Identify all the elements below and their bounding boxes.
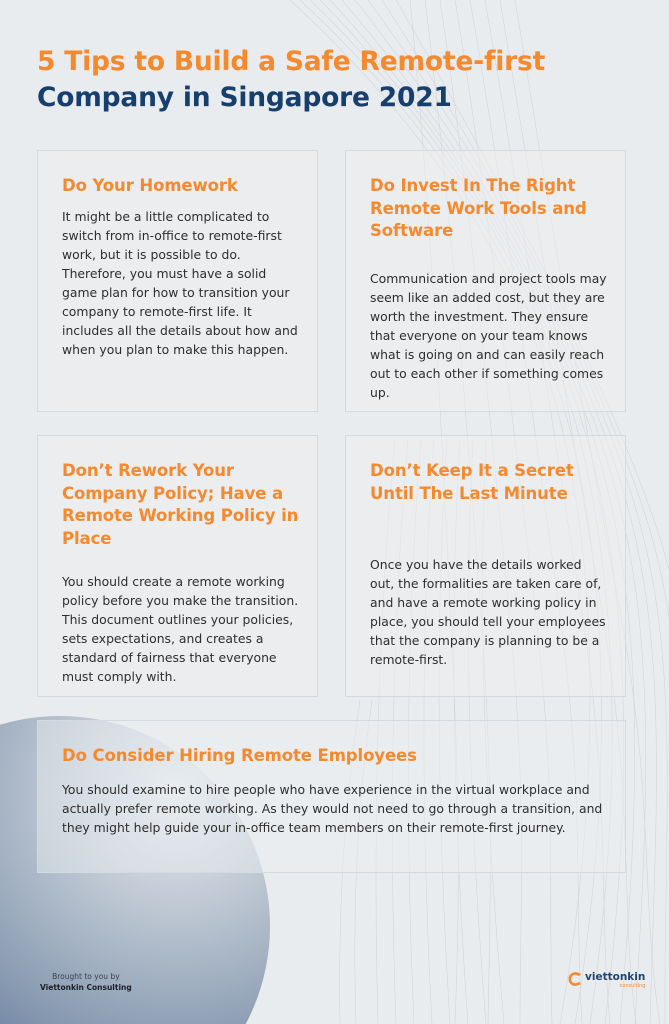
tip-heading: Do Invest In The Right Remote Work Tools and Software [370,176,587,240]
title-line-1: 5 Tips to Build a Safe Remote-first [37,46,546,77]
tip-body: It might be a little complicated to switch from in-office to remote-first work, but it is possible to do. Therefore, you must have a solid game plan for how to transition your company to remote-first life. It includes all the details about how and when you plan to make this happen. [62,208,298,357]
tip-card-policy [37,435,318,697]
logo-subtitle: consulting [619,983,646,989]
credit-company: Viettonkin Consulting [40,983,132,992]
tip-heading: Don’t Rework Your Company Policy; Have a Remote Working Policy in Place [62,461,299,548]
tip-card-secret [345,435,626,697]
tip-body: Communication and project tools may seem like an added cost, but they are worth the investment. They ensure that everyone on your team knows what is going on and can easily reach out to each other if something comes up. [370,270,607,400]
tip-card-hiring [37,720,626,873]
credit-caption: Brought to you by [52,972,120,981]
credit-block [40,972,132,992]
tip-body: Once you have the details worked out, the formalities are taken care of, and have a remote working policy in place, you should tell your employees that the company is planning to be a remote-first. [370,557,606,667]
title-line-2: Company in Singapore 2021 [37,82,452,113]
tip-card-homework [37,150,318,412]
tip-heading: Do Your Homework [62,176,238,195]
tip-body: You should create a remote working policy before you make the transition. This document outlines your policies, sets expectations, and creates a standard of fairness that everyone must comply with. [62,574,299,684]
page-title [37,44,545,116]
viettonkin-c-logo-icon [568,972,582,986]
brand-logo [568,971,645,989]
tip-heading: Don’t Keep It a Secret Until The Last Minute [370,461,574,503]
tip-body: You should examine to hire people who have experience in the virtual workplace and actually prefer remote working. As they would not need to go through a transition, and they might help guide your in-office team members on their remote-first journey. [62,781,603,835]
logo-wordmark: viettonkin [585,971,646,983]
tip-card-tools [345,150,626,412]
tip-heading: Do Consider Hiring Remote Employees [62,746,417,765]
